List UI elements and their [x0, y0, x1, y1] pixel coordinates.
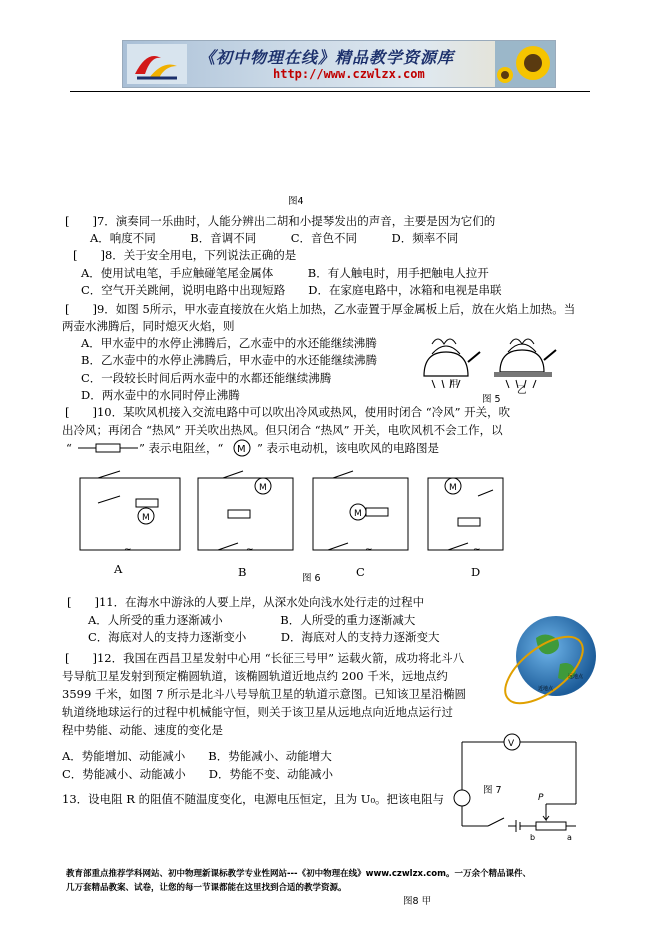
fig7-earth-orbit	[498, 608, 598, 720]
q12-stem: [ ]12．我国在西昌卫星发射中心用 “长征三号甲” 运载火箭，成功将北斗八	[65, 651, 465, 665]
circuit-label-a: A	[114, 562, 123, 576]
earth-label-far: 远地点	[568, 674, 584, 680]
kettle-yi-icon	[494, 339, 556, 388]
circuit-c-tilde: ~	[365, 545, 373, 555]
q12-stem-2: 号导航卫星发射到预定椭圆轨道，该椭圆轨道近地点约 200 千米，远地点约	[62, 669, 448, 683]
q7-stem: [ ]7．演奏同一乐曲时，人能分辨出二胡和小提琴发出的声音，主要是因为它们的	[65, 214, 496, 228]
footer-line-1: 教育部重点推荐学科网站、初中物理新课标教学专业性网站---《初中物理在线》www.czwlzx.com。一万余个精品课件、	[66, 869, 531, 879]
q12-stem-3: 3599 千米，如图 7 所示是北斗八号导航卫星的轨道示意图。已知该卫星沿椭圆	[62, 687, 467, 701]
circuit-label-b: B	[238, 565, 247, 579]
circuit-label-c: C	[356, 565, 365, 579]
circuit-a-tilde: ~	[124, 545, 132, 555]
q9-stem: [ ]9．如图 5所示，甲水壶直接放在火焰上加热，乙水壶置于厚金属板上后，放在火焰上加热。当	[65, 302, 576, 316]
banner-title: 《初中物理在线》精品教学资源库	[199, 48, 455, 67]
q11-stem: [ ]11．在海水中游泳的人要上岸，从深水处向浅水处行走的过程中	[67, 595, 425, 609]
q9-option-d: D．两水壶中的水同时停止沸腾	[81, 388, 240, 402]
header-banner	[122, 40, 556, 88]
circuit-b-motor-m: M	[259, 483, 267, 493]
banner-url[interactable]: http://www.czwlzx.com	[273, 67, 425, 81]
q10-stem: [ ]10．某吹风机接入交流电路中可以吹出冷风或热风，使用时闭合 “冷风” 开关，吹	[65, 405, 511, 419]
earth-icon	[516, 616, 596, 696]
site-logo-icon	[127, 44, 187, 84]
fig5-kettles	[418, 322, 568, 400]
fig8-circuit	[446, 728, 596, 846]
q13-stem: 13．设电阻 R 的阻值不随温度变化，电源电压恒定，且为 U₀。把该电阻与	[62, 792, 445, 806]
q10-stem-cont: 出冷风；再闭合 “热风” 开关吹出热风。但只闭合 “热风” 开关，电吹风机不会工作，以	[62, 423, 503, 437]
footer-line-2: 几万套精品教案、试卷，让您的每一节课都能在这里找到合适的教学资源。	[66, 883, 347, 893]
q10-quote-open: “	[66, 441, 72, 455]
q10-resistor-text: ” 表示电阻丝，“	[139, 441, 224, 455]
circuit-d-tilde: ~	[473, 545, 481, 555]
resistor-symbol-icon	[78, 440, 138, 456]
q12-options-cd: C．势能减小、动能减小 D．势能不变、动能减小	[62, 767, 334, 781]
header-divider	[70, 91, 590, 92]
motor-symbol-icon	[228, 438, 256, 458]
q7-options: A．响度不同 B．音调不同 C．音色不同 D．频率不同	[90, 231, 459, 245]
voltmeter-v: V	[508, 739, 515, 749]
fig5-jia-label: 甲	[449, 379, 459, 390]
fig6-circuits	[78, 468, 508, 560]
circuit-d	[428, 478, 503, 550]
q9-option-b: B．乙水壶中的水停止沸腾后，甲水壶中的水还能继续沸腾	[81, 353, 377, 367]
fig4-caption: 图4	[288, 196, 304, 207]
q10-motor-text: ” 表示电动机，该电吹风的电路图是	[257, 441, 440, 455]
terminal-a: a	[567, 833, 572, 842]
q11-options-cd: C．海底对人的支持力逐渐变小 D．海底对人的支持力逐渐变大	[88, 630, 440, 644]
q8-options-cd: C．空气开关跳闸，说明电路中出现短路 D．在家庭电路中，冰箱和电视是串联	[81, 283, 502, 297]
motor-symbol-m: M	[237, 444, 246, 455]
q12-options-ab: A．势能增加、动能减小 B．势能减小、动能增大	[62, 749, 332, 763]
q8-options-ab: A．使用试电笔，手应触碰笔尾金属体 B．有人触电时，用手把触电人拉开	[81, 266, 489, 280]
fig6-caption: 图 6	[302, 573, 321, 584]
q12-stem-5: 程中势能、动能、速度的变化是	[62, 723, 223, 737]
q11-options-ab: A．人所受的重力逐渐减小 B．人所受的重力逐渐减大	[88, 613, 416, 627]
sunflower-icon	[495, 41, 555, 87]
q9-option-c: C．一段较长时间后两水壶中的水都还能继续沸腾	[81, 371, 332, 385]
circuit-a-motor-m: M	[142, 513, 150, 523]
terminal-b: b	[530, 833, 536, 842]
fig7-caption: 图 7	[483, 785, 502, 796]
circuit-label-d: D	[471, 565, 481, 579]
q8-stem: [ ]8．关于安全用电，下列说法正确的是	[73, 248, 297, 262]
slider-p: P	[538, 793, 544, 803]
circuit-d-motor-m: M	[449, 483, 457, 493]
fig5-caption: 图 5	[482, 394, 501, 405]
q12-stem-4: 轨道绕地球运行的过程中机械能守恒，则关于该卫星从远地点向近地点运行过	[62, 705, 453, 719]
fig5-yi-label: 乙	[517, 385, 527, 396]
fig8-caption: 图8 甲	[403, 896, 432, 907]
circuit-b-tilde: ~	[246, 545, 254, 555]
q9-stem-cont: 两壶水沸腾后，同时熄灭火焰，则	[62, 319, 235, 333]
circuit-c-motor-m: M	[354, 509, 362, 519]
circuit-b	[198, 471, 293, 550]
earth-label-near: 近地点	[538, 686, 554, 692]
q9-option-a: A．甲水壶中的水停止沸腾后，乙水壶中的水还能继续沸腾	[81, 336, 377, 350]
circuit-a	[80, 471, 180, 550]
